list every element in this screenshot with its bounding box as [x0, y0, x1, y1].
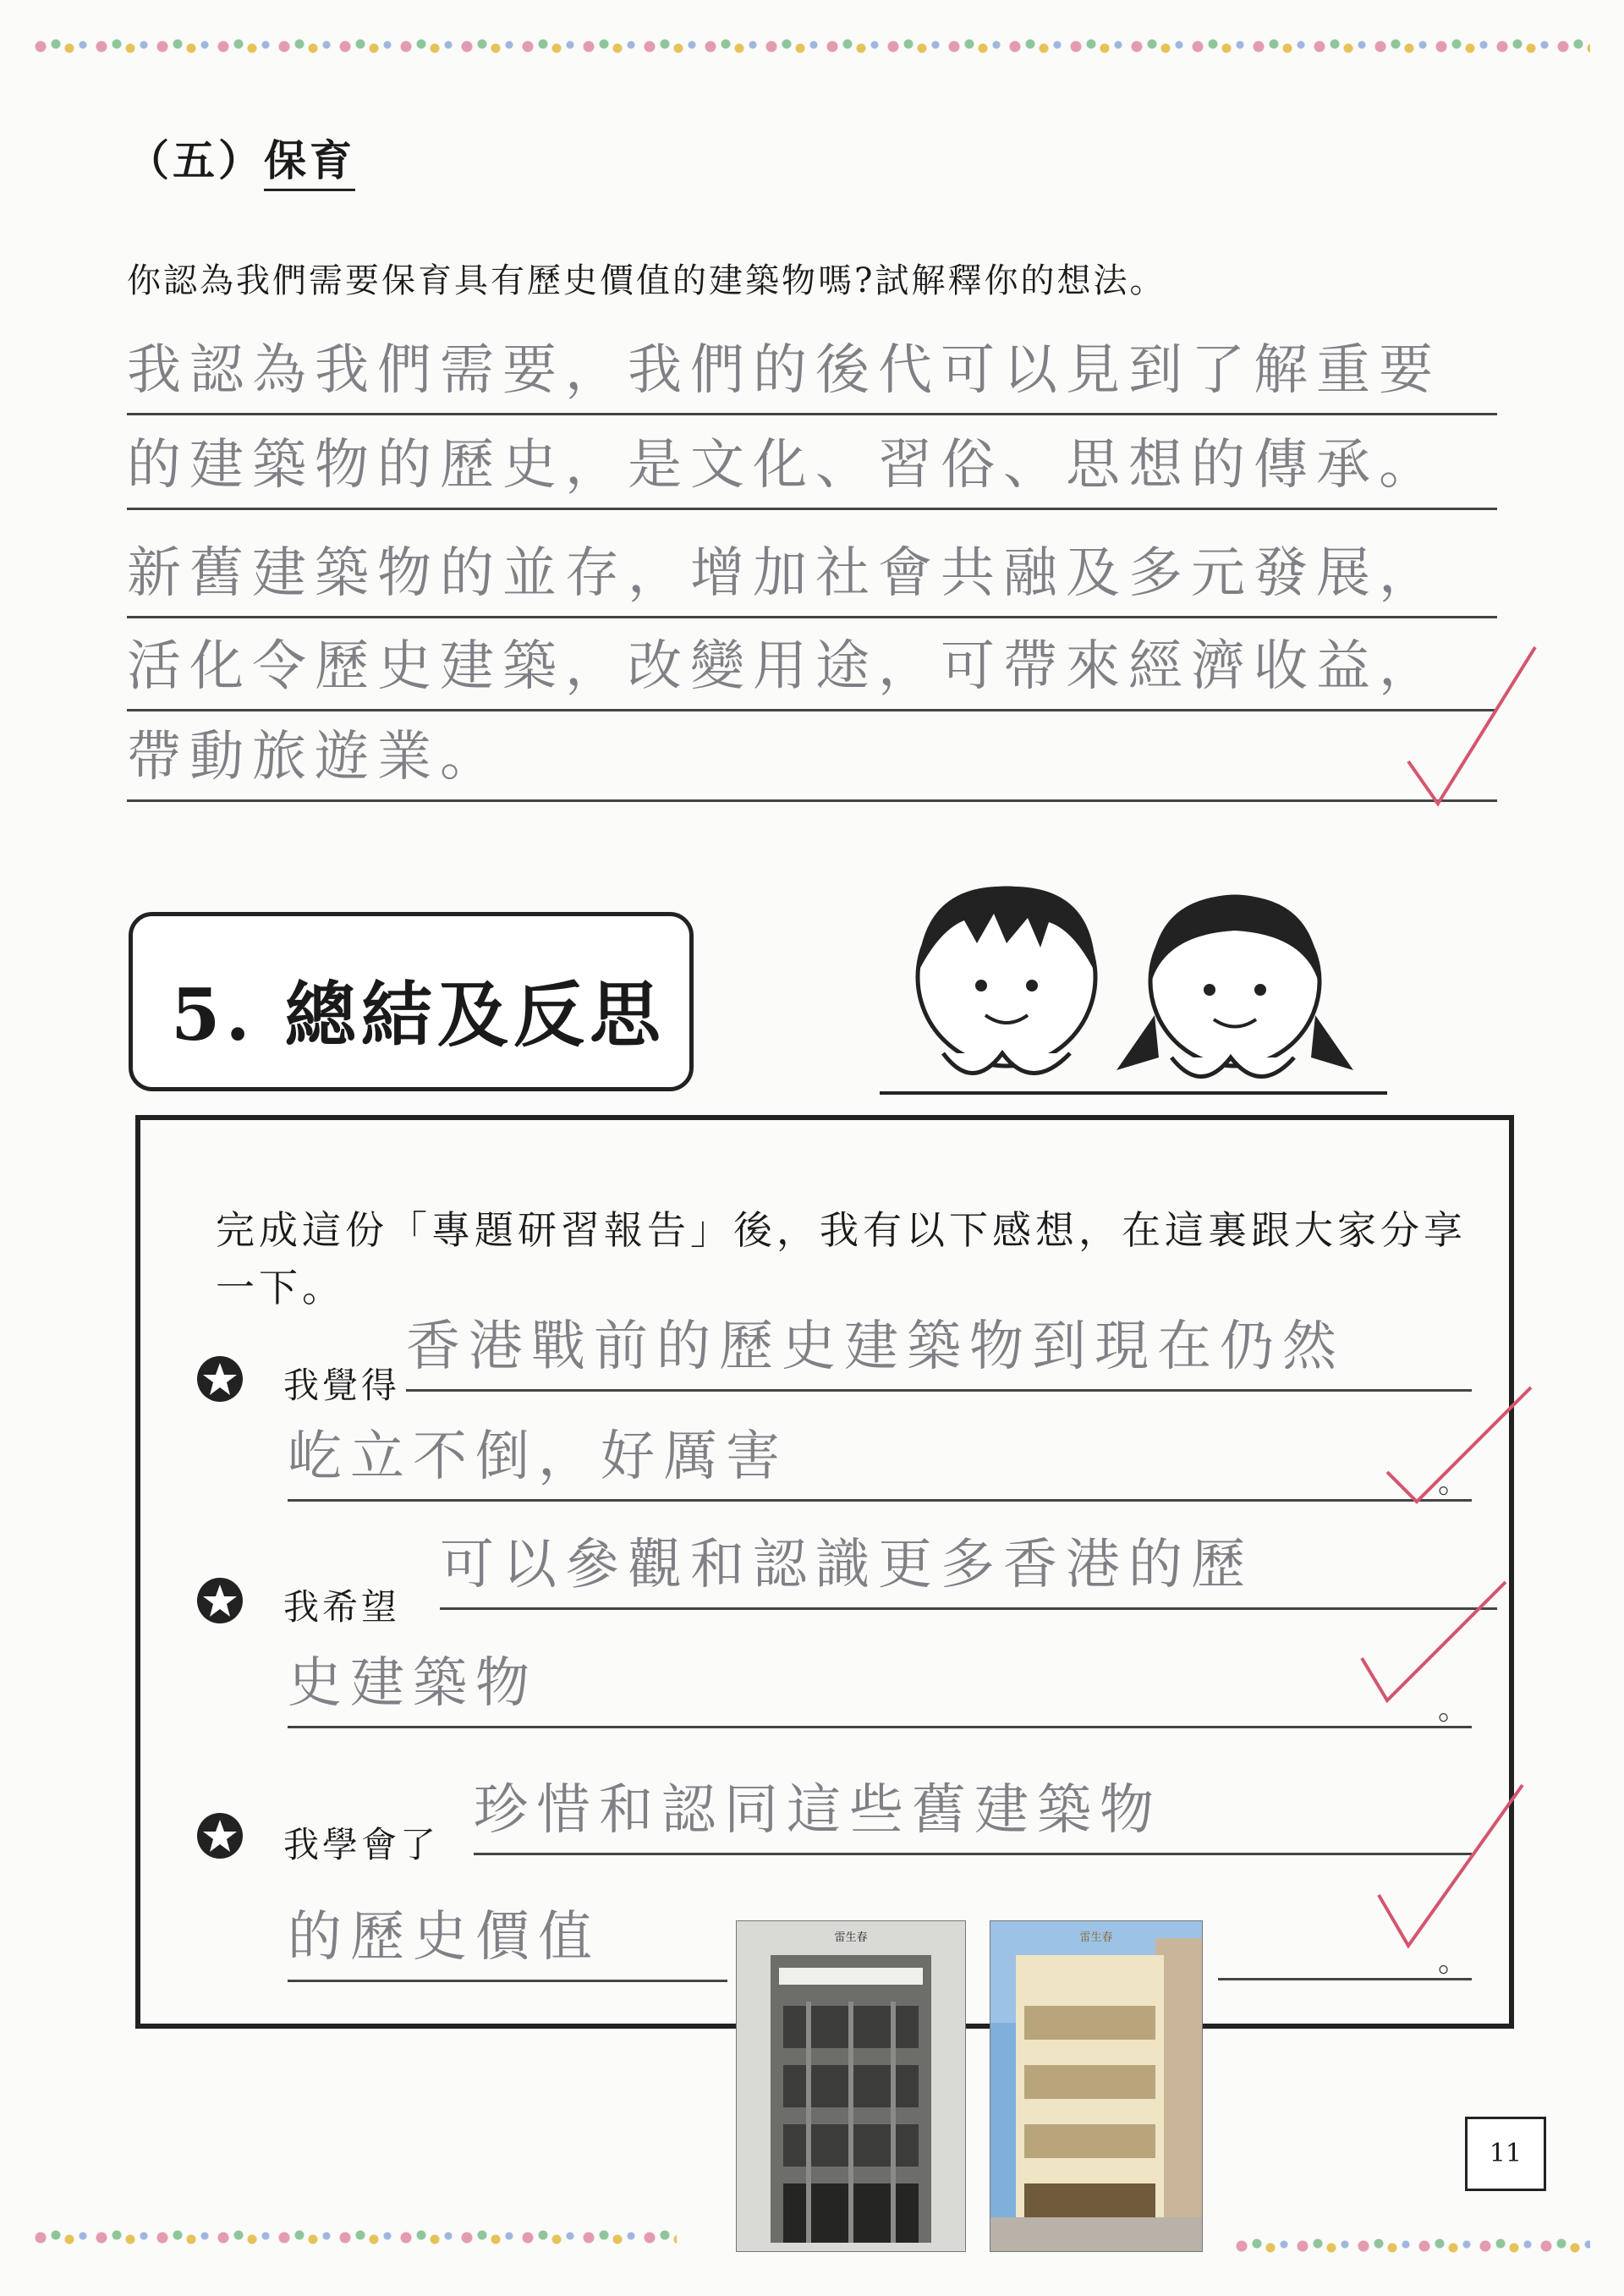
historic-building-photo-new [990, 1920, 1203, 2252]
hope-line-1: 可以參觀和認識更多香港的歷 [440, 1523, 1497, 1610]
answer-line-5: 帶動旅遊業。 [127, 715, 1497, 802]
star-bullet-icon [195, 1575, 245, 1626]
summary-heading: 5. 總結及反思 [171, 973, 666, 1057]
answer-line-3: 新舊建築物的並存，增加社會共融及多元發展， [127, 531, 1497, 618]
question-text: 你認為我們需要保育具有歷史價值的建築物嗎?試解釋你的想法。 [127, 261, 1166, 300]
hope-label: 我希望 [283, 1586, 401, 1628]
children-illustration [880, 871, 1387, 1117]
learned-line-1: 珍惜和認同這些舊建築物 [474, 1768, 1472, 1855]
page-number: 11 [1465, 2117, 1546, 2191]
feeling-end: 。 [1438, 1465, 1469, 1500]
decorative-border-bottom-right [1235, 2233, 1590, 2259]
red-tick-mark [1379, 1379, 1539, 1506]
feeling-line-2: 屹立不倒，好厲害 [288, 1414, 1472, 1502]
learned-end: 。 [1438, 1944, 1469, 1979]
learned-label: 我學會了 [283, 1824, 440, 1865]
historic-building-photo-old [736, 1920, 966, 2252]
reflection-prompt: 完成這份「專題研習報告」後，我有以下感想，在這裏跟大家分享一下。 [216, 1207, 1467, 1310]
red-tick-mark [1404, 643, 1539, 812]
feeling-label: 我覺得 [283, 1365, 401, 1406]
decorative-border-top [34, 34, 1590, 59]
section-number: （五） [127, 135, 264, 185]
learned-line-2-rule [1218, 1978, 1472, 1980]
answer-line-2: 的建築物的歷史，是文化、習俗、思想的傳承。 [127, 423, 1497, 510]
summary-heading-box [129, 912, 694, 1091]
decorative-border-bottom-left [34, 2225, 677, 2250]
answer-line-1: 我認為我們需要，我們的後代可以見到了解重要 [127, 328, 1497, 415]
section-title [127, 127, 355, 188]
new-photo-caption: 雷生春 [1079, 1931, 1113, 1944]
red-tick-mark [1353, 1574, 1514, 1717]
hope-end: 。 [1438, 1692, 1469, 1727]
feeling-line-1: 香港戰前的歷史建築物到現在仍然 [406, 1305, 1472, 1392]
hope-line-2: 史建築物 [288, 1641, 1472, 1728]
old-photo-caption: 雷生春 [834, 1931, 868, 1944]
star-bullet-icon [195, 1810, 245, 1861]
star-bullet-icon [195, 1354, 245, 1404]
learned-line-2: 的歷史價值 [288, 1895, 727, 1982]
answer-line-4: 活化令歷史建築，改變用途，可帶來經濟收益， [127, 624, 1497, 711]
red-tick-mark [1370, 1777, 1531, 1954]
section-title-text: 保育 [264, 135, 355, 191]
